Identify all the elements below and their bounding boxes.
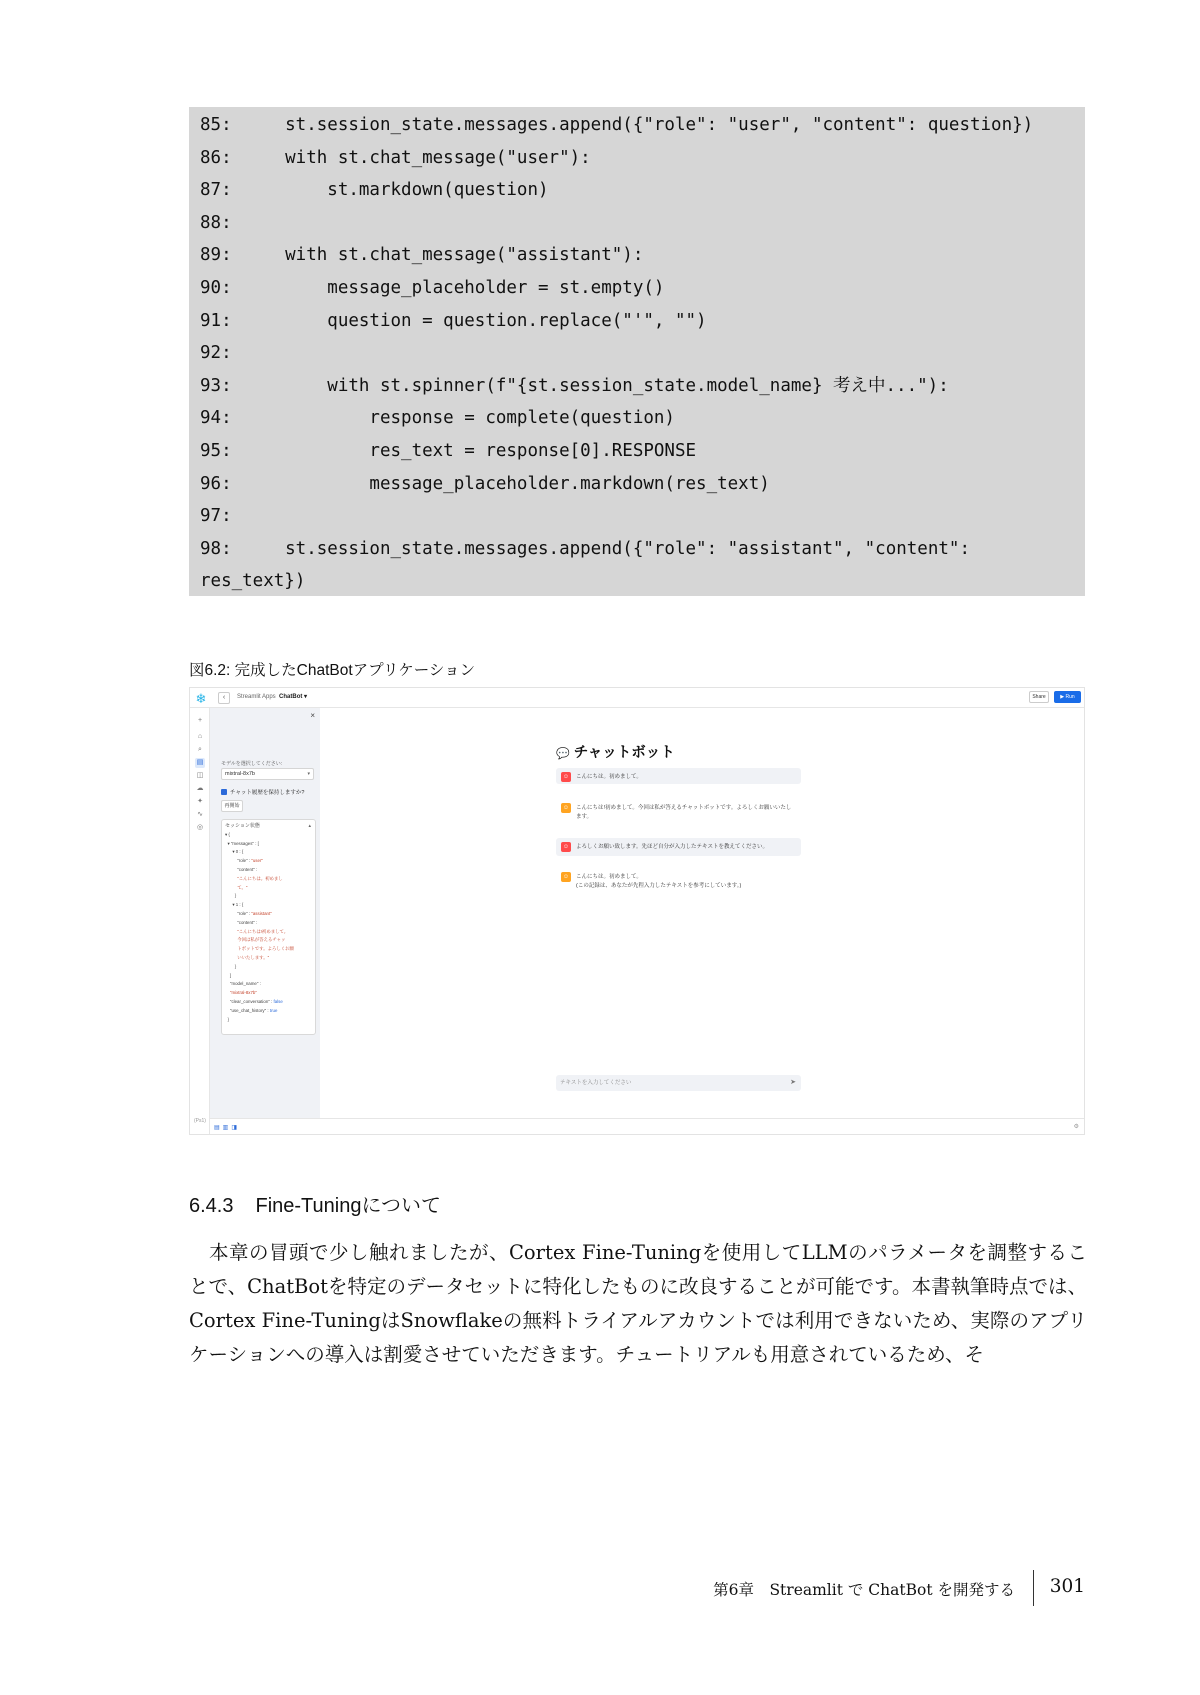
json-line bbox=[225, 866, 312, 875]
app-screenshot bbox=[189, 687, 1085, 1135]
settings-icon[interactable]: ⚙ bbox=[1073, 1124, 1079, 1130]
line-number: 88: bbox=[200, 212, 232, 233]
json-key bbox=[225, 955, 237, 960]
code-text: st.markdown(question) bbox=[243, 180, 549, 201]
code-text: message_placeholder = st.empty() bbox=[243, 277, 665, 298]
code-text: with st.spinner(f"{st.session_state.model_name} 考え中..."): bbox=[243, 375, 949, 396]
json-value: て。" bbox=[237, 884, 248, 890]
json-line bbox=[225, 1007, 312, 1016]
json-line bbox=[225, 848, 312, 857]
session-state-expander[interactable] bbox=[221, 819, 316, 1035]
code-line bbox=[200, 500, 1074, 533]
json-key bbox=[225, 929, 237, 934]
code-line bbox=[200, 207, 1074, 240]
code-continuation: res_text}) bbox=[200, 571, 306, 592]
json-key: "use_chat_history" : bbox=[225, 1007, 270, 1013]
back-button[interactable]: ‹ bbox=[218, 692, 230, 704]
json-line bbox=[225, 972, 312, 981]
chevron-down-icon: ▾ bbox=[307, 771, 310, 777]
code-line bbox=[200, 533, 1074, 566]
json-line bbox=[225, 963, 312, 972]
code-line bbox=[200, 272, 1074, 305]
session-state-header: セッション状態 bbox=[225, 823, 260, 829]
add-icon[interactable]: + bbox=[197, 717, 203, 724]
json-key: ▾ 1 : { bbox=[225, 902, 244, 908]
json-bool: true bbox=[269, 1007, 278, 1013]
line-number: 89: bbox=[200, 245, 232, 266]
json-value: "こんにちは!初めまして。 bbox=[237, 928, 289, 934]
chat-message-text: こんにちは!初めまして。今回は私が答えるチャットボットです。よろしくお願いいたします。 bbox=[576, 805, 792, 820]
chevron-up-icon: ▴ bbox=[308, 823, 311, 829]
projects-icon[interactable]: ▤ bbox=[196, 759, 204, 766]
code-text: st.session_state.messages.append({"role": "user", "content": question}) bbox=[243, 115, 1034, 135]
code-line bbox=[200, 109, 1074, 142]
code-text: st.session_state.messages.append({"role": "assistant", "content": bbox=[243, 538, 970, 559]
json-key: ▾ { bbox=[225, 831, 230, 837]
breadcrumb-parent[interactable]: Streamlit Apps bbox=[237, 694, 276, 700]
json-line bbox=[225, 910, 312, 919]
page-footer bbox=[0, 1570, 1085, 1606]
user-avatar-icon: ☺ bbox=[562, 844, 570, 850]
model-select[interactable] bbox=[221, 768, 314, 780]
chat-message-text: こんにちは。初めまして。 bbox=[576, 774, 642, 780]
json-key bbox=[225, 946, 237, 951]
line-number: 87: bbox=[200, 180, 232, 201]
share-button[interactable]: Share bbox=[1029, 691, 1049, 703]
chat-input[interactable] bbox=[556, 1075, 801, 1091]
json-line bbox=[225, 901, 312, 910]
json-value: "user" bbox=[251, 858, 263, 864]
breadcrumb bbox=[237, 693, 307, 700]
user-label[interactable]: (Ps1) bbox=[194, 1118, 206, 1124]
run-button[interactable]: ▶ Run bbox=[1054, 691, 1081, 703]
chat-main bbox=[320, 708, 1085, 1118]
code-text: question = question.replace("'", "") bbox=[243, 310, 707, 331]
code-text: with st.chat_message("user"): bbox=[243, 147, 591, 168]
json-key: } bbox=[225, 893, 237, 899]
json-key: "role" : bbox=[225, 858, 252, 864]
footer-divider bbox=[1033, 1570, 1034, 1606]
chat-message-user bbox=[556, 838, 801, 856]
code-text: res_text = response[0].RESPONSE bbox=[243, 440, 697, 461]
json-value: 今回は私が答えるチャッ bbox=[237, 937, 286, 943]
footer-panel-icons[interactable]: ▤▥◨ bbox=[214, 1125, 241, 1131]
json-line bbox=[225, 980, 312, 989]
ai-icon[interactable]: ✦ bbox=[197, 798, 203, 805]
json-line bbox=[225, 936, 312, 945]
json-line bbox=[225, 840, 312, 849]
json-key bbox=[225, 937, 237, 942]
home-icon[interactable]: ⌂ bbox=[197, 733, 203, 740]
cloud-icon[interactable]: ☁ bbox=[196, 785, 204, 792]
chat-message-text: よろしくお願い致します。先ほど自分が入力したテキストを教えてください。 bbox=[576, 844, 768, 850]
line-number: 95: bbox=[200, 440, 232, 461]
line-number: 90: bbox=[200, 277, 232, 298]
json-key: "role" : bbox=[225, 910, 252, 916]
code-line bbox=[200, 174, 1074, 207]
json-line bbox=[225, 928, 312, 937]
chat-history-checkbox[interactable] bbox=[221, 788, 304, 796]
app-sidebar bbox=[210, 708, 320, 1135]
json-line bbox=[225, 989, 312, 998]
json-value: "assistant" bbox=[251, 910, 272, 916]
chat-title-text: チャットボット bbox=[573, 745, 675, 761]
json-line bbox=[225, 954, 312, 963]
json-line bbox=[225, 857, 312, 866]
json-key: ▾ "messages" : [ bbox=[225, 840, 259, 846]
json-key bbox=[225, 876, 237, 881]
breadcrumb-current[interactable]: ChatBot ▾ bbox=[279, 694, 308, 700]
json-line bbox=[225, 892, 312, 901]
chat-message-user bbox=[556, 768, 801, 784]
checkbox-checked-icon bbox=[221, 789, 227, 795]
send-icon[interactable]: ➤ bbox=[790, 1079, 796, 1086]
admin-icon[interactable]: ◎ bbox=[196, 824, 204, 831]
code-line bbox=[200, 142, 1074, 175]
json-line bbox=[225, 919, 312, 928]
data-icon[interactable]: ◫ bbox=[196, 772, 204, 779]
code-line bbox=[200, 468, 1074, 501]
section-number: 6.4.3 bbox=[189, 1195, 234, 1217]
code-line bbox=[200, 435, 1074, 468]
chat-input-placeholder: テキストを入力してください bbox=[560, 1080, 632, 1086]
json-line bbox=[225, 945, 312, 954]
line-number: 93: bbox=[200, 375, 232, 396]
json-value: "こんにちは。初めまし bbox=[237, 875, 283, 881]
chat-title bbox=[556, 741, 675, 762]
json-value: いいたします。" bbox=[237, 954, 270, 960]
line-number: 96: bbox=[200, 473, 232, 494]
json-key: } bbox=[225, 1016, 229, 1022]
assistant-avatar-icon: ☺ bbox=[562, 805, 570, 811]
json-line bbox=[225, 831, 312, 840]
json-key: "model_name" : bbox=[225, 981, 261, 987]
line-number: 85: bbox=[200, 115, 232, 135]
line-number: 97: bbox=[200, 506, 232, 527]
json-key: ▾ 0 : { bbox=[225, 849, 244, 855]
line-number: 86: bbox=[200, 147, 232, 168]
model-select-value: mixtral-8x7b bbox=[225, 771, 255, 777]
code-text: response = complete(question) bbox=[243, 408, 675, 429]
chat-message-assistant bbox=[556, 868, 801, 896]
app-topbar bbox=[190, 688, 1085, 708]
json-key bbox=[225, 885, 237, 890]
code-block bbox=[189, 107, 1085, 596]
section-title: Fine-Tuningについて bbox=[255, 1195, 442, 1217]
json-line bbox=[225, 884, 312, 893]
section-heading bbox=[189, 1189, 441, 1218]
code-line bbox=[200, 402, 1074, 435]
code-line bbox=[200, 305, 1074, 338]
search-icon[interactable]: ⌕ bbox=[198, 746, 202, 753]
line-number: 94: bbox=[200, 408, 232, 429]
json-value: トボットです。よろしくお願 bbox=[237, 946, 294, 952]
json-line bbox=[225, 875, 312, 884]
json-bool: false bbox=[273, 998, 283, 1004]
json-key: "content" : bbox=[225, 866, 258, 872]
assistant-avatar-icon: ☺ bbox=[562, 874, 570, 880]
code-text: with st.chat_message("assistant"): bbox=[243, 245, 644, 266]
chat-bubble-icon: 💬 bbox=[556, 748, 570, 760]
json-key: } bbox=[225, 963, 237, 969]
code-line bbox=[200, 239, 1074, 272]
model-select-label: モデルを選択してください: bbox=[221, 761, 283, 767]
json-line bbox=[225, 1016, 312, 1025]
line-number: 98: bbox=[200, 538, 232, 559]
body-paragraph: 本章の冒頭で少し触れましたが、Cortex Fine-Tuningを使用してLLMのパラメータを調整することで、ChatBotを特定のデータセットに特化したものに改良することが可能です。本書執筆時点では、Cortex Fine-TuningはSnowflakeの無料トライアルアカウントでは利用できないため、実際のアプリケーションへの導入は割愛させていただきます。チュートリアルも用意されているため、そ bbox=[189, 1241, 1087, 1366]
figure-caption: 図6.2: 完成したChatBotアプリケーション bbox=[189, 662, 476, 679]
code-line bbox=[200, 337, 1074, 370]
code-text: message_placeholder.markdown(res_text) bbox=[243, 473, 770, 494]
line-number: 91: bbox=[200, 310, 232, 331]
chat-message-assistant bbox=[556, 799, 801, 821]
chat-message-text: こんにちは。初めまして。 (この記録は、あなたが先程入力したテキストを参考にしています。) bbox=[576, 874, 742, 889]
user-avatar-icon: ☺ bbox=[562, 774, 570, 780]
chapter-title: 第6章 Streamlit で ChatBot を開発する bbox=[713, 1581, 1015, 1599]
line-number: 92: bbox=[200, 343, 232, 364]
close-sidebar-icon[interactable]: × bbox=[310, 711, 315, 720]
page-number: 301 bbox=[1049, 1576, 1085, 1597]
code-line bbox=[200, 370, 1074, 403]
json-value: "mixtral-8x7b" bbox=[229, 990, 257, 996]
activity-icon[interactable]: ∿ bbox=[197, 811, 203, 818]
json-key: "content" : bbox=[225, 919, 258, 925]
json-line bbox=[225, 998, 312, 1007]
json-key: "clear_conversation" : bbox=[225, 998, 274, 1004]
restart-button[interactable]: 再開始 bbox=[221, 800, 243, 812]
app-footer bbox=[210, 1118, 1085, 1135]
json-key: ] bbox=[225, 972, 232, 978]
checkbox-label: チャット履歴を保持しますか? bbox=[230, 790, 305, 796]
left-rail bbox=[190, 708, 210, 1135]
snowflake-logo-icon: ❄ bbox=[195, 691, 207, 706]
